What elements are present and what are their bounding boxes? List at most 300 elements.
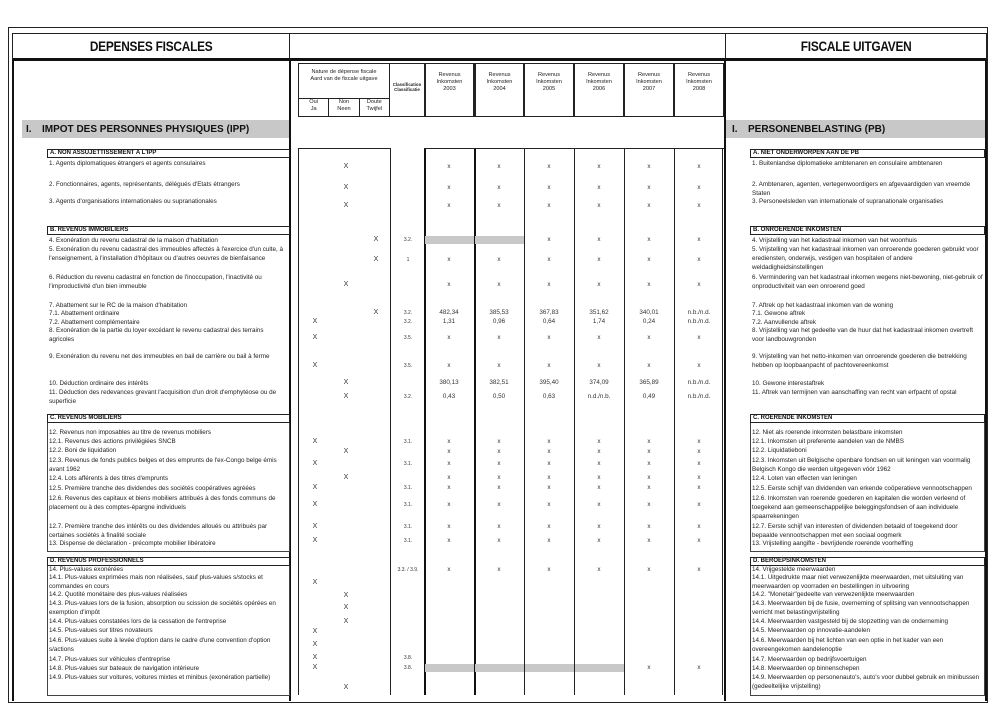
nature-mark-non: X: [343, 184, 349, 191]
value-cell: x: [547, 334, 551, 341]
classification-value: 3.5.: [403, 363, 413, 369]
nature-mark-oui: X: [312, 318, 318, 325]
row-label-fr: 14.4. Plus-values constatées lors de la cessation de l'entreprise: [49, 618, 227, 625]
nature-mark-oui: X: [312, 579, 318, 586]
year-label: 2007: [642, 86, 656, 92]
row-label-fr: 6. Réduction du revenu cadastral en fonction de l'inoccupation, l'inactivité ou l'improductivité d'un bien immeuble: [49, 274, 262, 290]
row-label-fr: 12.2. Boni de liquidation: [49, 447, 117, 454]
value-cell: 380,13: [439, 379, 459, 386]
value-cell: x: [597, 566, 601, 573]
section-title-fr: IMPOT DES PERSONNES PHYSIQUES (IPP): [42, 123, 250, 135]
value-cell: x: [597, 448, 601, 455]
value-cell: 1,74: [592, 318, 606, 325]
value-cell: x: [647, 664, 651, 671]
row-label-nl: 1. Buitenlandse diplomatieke ambtenaren en consulaire ambtenaren: [752, 160, 943, 167]
col-non: [329, 99, 359, 116]
value-cell: x: [597, 163, 601, 170]
value-cell: x: [597, 256, 601, 263]
row-label-fr: 14. Plus-values exonérées: [49, 566, 124, 573]
row-label-nl: 14.5. Meerwaarden op innovatie-aandelen: [752, 627, 870, 634]
nature-mark-oui: X: [312, 334, 318, 341]
revenus-label: Revenus: [438, 72, 461, 78]
value-cell: 1,31: [442, 318, 456, 325]
value-cell: x: [447, 281, 451, 288]
classification-value: 3.2.: [403, 310, 413, 316]
values-box-top: [424, 148, 724, 149]
row-label-fr: 9. Exonération du revenu net des immeubles en bail de carrière ou bail à ferme: [49, 353, 270, 360]
value-cell: 374,09: [589, 379, 609, 386]
value-cell: x: [597, 362, 601, 369]
classification-header: [390, 63, 424, 117]
value-cell: x: [547, 460, 551, 467]
year-label: 2004: [493, 86, 506, 92]
row-label-fr: 12.7. Première tranche des intérêts ou des dividendes alloués ou attribués par certaines sociétés à finalité sociale: [49, 523, 268, 539]
right-panel-divider: [724, 60, 726, 701]
row-label-fr: 1. Agents diplomatiques étrangers et agents consulaires: [49, 160, 206, 167]
value-cell: x: [447, 460, 451, 467]
value-cell: x: [697, 236, 701, 243]
row-label-nl: 14.8. Meerwaarden op binnenschepen: [752, 665, 860, 672]
value-cell: x: [647, 523, 651, 530]
value-cell: 482,34: [439, 309, 459, 316]
year-column-line: [574, 148, 575, 695]
value-cell: x: [597, 523, 601, 530]
row-label-nl: 4. Vrijstelling van het kadastraal inkomen van het woonhuis: [752, 237, 917, 244]
shaded-cell: [425, 664, 474, 672]
year-header: [524, 63, 574, 117]
value-cell: x: [497, 163, 501, 170]
row-label-nl: 12.1. Inkomsten uit preferente aandelen van de NMBS: [752, 438, 904, 445]
row-label-nl: 14.7. Meerwaarden op bedrijfsvoertuigen: [752, 656, 867, 663]
classification-value: 3.3. / 3.9.: [397, 567, 419, 573]
group-header-fr: B. REVENUS IMMOBILIERS: [47, 226, 290, 235]
nature-mark-non: X: [343, 684, 349, 691]
value-cell: x: [647, 460, 651, 467]
row-label-nl: 14.2. "Monetair"gedeelte van verwezenlijkte meerwaarden: [752, 591, 915, 598]
value-cell: x: [547, 484, 551, 491]
value-cell: 385,53: [489, 309, 509, 316]
nature-header: [298, 63, 390, 117]
class-nl: Classificatie: [394, 87, 420, 92]
classification-value: 1: [406, 257, 410, 263]
oui-label: Oui: [309, 99, 319, 105]
row-label-nl: 14.3. Meerwaarden bij de fusie, overneming of splitsing van vennootschappen verricht met belastingvrijstelling: [752, 600, 970, 616]
value-cell: x: [497, 537, 501, 544]
row-label-nl: 14. Vrijgestelde meerwaarden: [752, 566, 836, 573]
nature-mark-oui: X: [312, 523, 318, 530]
row-label-fr: 12. Revenus non imposables au titre de revenus mobiliers: [49, 429, 212, 436]
year-header: [624, 63, 674, 117]
value-cell: x: [447, 501, 451, 508]
value-cell: x: [597, 236, 601, 243]
right-title: FISCALE UITGAVEN: [800, 38, 912, 54]
section-roman-fr: I.: [26, 123, 32, 135]
row-label-nl: 14.9. Meerwaarden op personenauto's, auto's voor dubbel gebruik en minibussen (gedeeltelijke vrijstelling): [752, 674, 980, 690]
value-cell: x: [497, 484, 501, 491]
value-cell: x: [547, 566, 551, 573]
nature-column-line: [298, 148, 299, 695]
row-label-nl: 12.3. Inkomsten uit Belgische openbare fondsen en uit leningen van voormalig Belgisch Kongo die werden uitgegeven vóór 1962: [752, 457, 971, 473]
right-panel-edge: [985, 60, 987, 701]
value-cell: 351,62: [589, 309, 609, 316]
value-cell: 395,40: [539, 379, 559, 386]
row-label-nl: 3. Personeelsleden van internationale of supranationale organisaties: [752, 198, 944, 205]
nature-mark-non: X: [343, 448, 349, 455]
row-label-nl: 7. Aftrek op het kadastraal inkomen van de woning: [752, 302, 894, 309]
value-cell: x: [597, 202, 601, 209]
value-cell: n.b./n.d.: [687, 379, 711, 386]
value-cell: x: [547, 474, 551, 481]
group-header-nl: C. ROERENDE INKOMSTEN: [750, 414, 985, 423]
value-cell: x: [647, 202, 651, 209]
value-cell: x: [647, 501, 651, 508]
nature-mark-oui: X: [312, 362, 318, 369]
section-bar-nl: [726, 120, 985, 138]
group-header-nl: B. ONROERENDE INKOMSTEN: [750, 226, 985, 235]
left-title: DEPENSES FISCALES: [89, 38, 213, 54]
row-label-fr: 14.1. Plus-values exprimées mais non réalisées, sauf plus-values s/stocks et commandes en cours: [49, 574, 263, 590]
value-cell: x: [697, 256, 701, 263]
row-label-nl: 13. Vrijstelling aangifte - bevrijdende roerende voorheffing: [752, 540, 914, 547]
row-label-fr: 5. Exonération du revenu cadastral des immeubles affectés à l'exercice d'un culte, à l'enseignement, à l'installation d'hôpitaux ou d'autres oeuvres de bienfaisance: [49, 246, 284, 262]
nature-mark-non: X: [343, 379, 349, 386]
value-cell: x: [497, 202, 501, 209]
row-label-fr: 7.1. Abattement ordinaire: [49, 310, 120, 317]
inkomsten-label: Inkomsten: [586, 79, 612, 85]
value-cell: x: [697, 523, 701, 530]
value-cell: x: [647, 236, 651, 243]
row-label-nl: 12.2. Liquidatieboni: [752, 447, 807, 454]
value-cell: n.b./n.d.: [687, 318, 711, 325]
value-cell: x: [647, 484, 651, 491]
row-label-fr: 12.5. Première tranche des dividendes des sociétés coopératives agréées: [49, 485, 256, 492]
inkomsten-label: Inkomsten: [436, 79, 463, 85]
row-label-nl: 12.5. Eerste schijf van dividenden van erkende coöperatieve vennootschappen: [752, 485, 972, 492]
value-cell: 0,96: [492, 318, 506, 325]
value-cell: x: [697, 484, 701, 491]
classification-value: 3.1.: [403, 439, 413, 445]
value-cell: x: [597, 474, 601, 481]
row-label-nl: 2. Ambtenaren, agenten, vertegenwoordigers en afgevaardigden van vreemde Staten: [752, 181, 971, 197]
group-header-fr: C. REVENUS MOBILIERS: [47, 414, 290, 423]
row-label-fr: 12.4. Lots afférents à des titres d'emprunts: [49, 475, 169, 482]
value-cell: 0,63: [542, 393, 556, 400]
row-label-nl: 5. Vrijstelling van het kadastraal inkomen van onroerende goederen gebruikt voor erediensten, onderwijs, vestigen van hospitalen of andere weldadigheidsinstellingen: [752, 246, 979, 271]
row-label-fr: 14.7. Plus-values sur véhicules d'entreprise: [49, 656, 171, 663]
row-label-nl: 14.4. Meerwaarden vastgesteld bij de stopzetting van de onderneming: [752, 618, 949, 625]
row-label-fr: 4. Exonération du revenu cadastral de la maison d'habitation: [49, 237, 218, 244]
value-cell: x: [497, 448, 501, 455]
value-cell: x: [547, 163, 551, 170]
ja-label: Ja: [310, 106, 317, 112]
value-cell: x: [597, 484, 601, 491]
revenus-label: Revenus: [537, 72, 561, 78]
value-cell: x: [497, 256, 501, 263]
year-label: 2003: [443, 86, 456, 92]
nature-mark-doute: X: [373, 309, 379, 316]
value-cell: n.d./n.b.: [587, 393, 611, 400]
nature-mark-oui: X: [312, 641, 318, 648]
value-cell: x: [697, 362, 701, 369]
row-label-fr: 14.8. Plus-values sur bateaux de navigation intérieure: [49, 665, 200, 672]
value-cell: x: [647, 281, 651, 288]
row-label-nl: 8. Vrijstelling van het gedeelte van de huur dat het kadastraal inkomen overtreft voor landbouwgronden: [752, 327, 973, 343]
value-cell: x: [647, 362, 651, 369]
value-cell: x: [597, 281, 601, 288]
value-cell: x: [497, 281, 501, 288]
nature-mark-non: X: [343, 281, 349, 288]
col-oui: [299, 99, 329, 116]
value-cell: x: [547, 501, 551, 508]
value-cell: x: [597, 438, 601, 445]
value-cell: x: [697, 474, 701, 481]
doute-label: Doute: [366, 99, 382, 105]
value-cell: x: [497, 460, 501, 467]
row-label-fr: 8. Exonération de la partie du loyer excédant le revenu cadastral des terrains agricoles: [49, 327, 264, 343]
value-cell: x: [497, 523, 501, 530]
value-cell: x: [647, 566, 651, 573]
value-cell: x: [497, 184, 501, 191]
year-label: 2008: [692, 86, 706, 92]
value-cell: x: [547, 202, 551, 209]
row-label-fr: 14.3. Plus-values lors de la fusion, absorption ou scission de sociétés opérées en exemption d'impôt: [49, 600, 276, 616]
value-cell: x: [697, 334, 701, 341]
classification-value: 3.1.: [403, 485, 413, 491]
middle-title-box: [289, 33, 726, 61]
nature-mark-non: X: [343, 202, 349, 209]
nature-column-line: [390, 148, 391, 695]
nature-mark-oui: X: [312, 628, 318, 635]
row-label-nl: 12.6. Inkomsten van roerende goederen en kapitalen die worden verleend of toegekend aan gemeenschappelijke beleggingsfondsen of aan individuele spaarrekeningen: [752, 495, 966, 520]
value-cell: x: [547, 362, 551, 369]
nature-mark-doute: X: [373, 256, 379, 263]
value-cell: x: [547, 184, 551, 191]
value-cell: x: [547, 537, 551, 544]
section-title-nl: PERSONENBELASTING (PB): [748, 123, 886, 135]
value-cell: x: [447, 566, 451, 573]
year-column-line: [424, 148, 426, 695]
row-label-nl: 12. Niet als roerende inkomsten belastbare inkomsten: [752, 429, 903, 436]
value-cell: x: [697, 163, 701, 170]
right-title-box: [725, 33, 987, 61]
nature-mark-oui: X: [312, 484, 318, 491]
value-cell: x: [497, 334, 501, 341]
value-cell: x: [447, 474, 451, 481]
nature-mark-oui: X: [312, 537, 318, 544]
inkomsten-label: Inkomsten: [486, 79, 513, 85]
shaded-cell: [525, 664, 574, 672]
left-panel-edge: [12, 60, 14, 701]
nature-nl: Aard van de fiscale uitgave: [310, 76, 378, 82]
classification-value: 3.8.: [403, 665, 413, 671]
classification-value: 3.1.: [403, 461, 413, 467]
value-cell: x: [447, 256, 451, 263]
group-header-nl: A. NIET ONDERWORPEN AAN DE PB: [750, 149, 985, 158]
row-label-fr: 7.2. Abattement complémentaire: [49, 319, 140, 326]
revenus-label: Revenus: [587, 72, 611, 78]
value-cell: x: [547, 448, 551, 455]
classification-value: 3.2.: [403, 319, 413, 325]
value-cell: x: [697, 281, 701, 288]
year-column-line: [722, 148, 723, 695]
nature-mark-oui: X: [312, 664, 318, 671]
row-label-nl: 14.6. Meerwaarden bij het lichten van een optie in het kader van een overeengekomen aandelenoptie: [752, 637, 944, 653]
value-cell: x: [447, 334, 451, 341]
value-cell: x: [447, 537, 451, 544]
row-label-fr: 2. Fonctionnaires, agents, représentants, délégués d'Etats étrangers: [49, 181, 240, 188]
row-label-fr: 14.9. Plus-values sur voitures, voitures mixtes et minibus (exonération partielle): [49, 674, 271, 681]
value-cell: x: [647, 474, 651, 481]
year-header: [474, 63, 524, 117]
value-cell: 0,43: [442, 393, 456, 400]
col-doute: [360, 99, 389, 116]
value-cell: x: [697, 537, 701, 544]
value-cell: x: [647, 334, 651, 341]
value-cell: x: [597, 184, 601, 191]
classification-value: 3.1.: [403, 538, 413, 544]
classification-value: 3.8.: [403, 655, 413, 661]
value-cell: x: [647, 448, 651, 455]
value-cell: x: [697, 501, 701, 508]
shaded-cell: [475, 664, 524, 672]
value-cell: x: [497, 501, 501, 508]
left-title-box: [12, 33, 290, 61]
group-header-fr: A. NON ASSUJETTISSEMENT A L'IPP: [47, 149, 290, 158]
value-cell: x: [547, 438, 551, 445]
neen-label: Neen: [337, 106, 351, 112]
shaded-cell: [575, 664, 624, 672]
revenus-label: Revenus: [637, 72, 661, 78]
row-label-nl: 7.2. Aanvullende aftrek: [752, 319, 817, 326]
value-cell: 367,83: [539, 309, 559, 316]
revenus-label: Revenus: [488, 72, 511, 78]
value-cell: x: [447, 438, 451, 445]
value-cell: x: [647, 163, 651, 170]
row-label-fr: 12.1. Revenus des actions privilégiées SNCB: [49, 438, 176, 445]
value-cell: x: [447, 163, 451, 170]
value-cell: 0,24: [642, 318, 656, 325]
value-cell: 0,64: [542, 318, 556, 325]
row-label-fr: 12.6. Revenus des capitaux et biens mobiliers attribués à des fonds communs de placement ou à des comptes-épargne individuels: [49, 495, 276, 511]
row-label-nl: 14.1. Uitgedrukte maar niet verwezenlijkte meerwaarden, met uitsluiting van meerwaarden op voorraden en bestellingen in uitvoering: [752, 574, 964, 590]
classification-value: 3.1.: [403, 524, 413, 530]
value-cell: x: [447, 362, 451, 369]
value-cell: x: [547, 236, 551, 243]
nature-mark-doute: X: [373, 236, 379, 243]
row-label-fr: 7. Abattement sur le RC de la maison d'habitation: [49, 302, 188, 309]
value-cell: 382,51: [489, 379, 509, 386]
nature-mark-non: X: [343, 163, 349, 170]
inkomsten-label: Inkomsten: [636, 79, 662, 85]
row-label-fr: 13. Dispense de déclaration - précompte mobilier libératoire: [49, 540, 216, 547]
classification-value: 3.1.: [403, 502, 413, 508]
value-cell: x: [647, 256, 651, 263]
value-cell: x: [597, 501, 601, 508]
group-header-fr: D. REVENUS PROFESSIONNELS: [47, 557, 290, 566]
row-label-nl: 12.7. Eerste schijf van interesten of dividenden betaald of toegekend door bepaalde vennootschappen met een sociaal oogmerk: [752, 523, 958, 539]
row-label-nl: 6. Vermindering van het kadastraal inkomen wegens niet-bewoning, niet-gebruik of onproductiviteit van een onroerend goed: [752, 274, 983, 290]
value-cell: x: [547, 256, 551, 263]
year-header: [424, 63, 474, 117]
row-label-nl: 10. Gewone interestaftrek: [752, 380, 825, 387]
value-cell: x: [647, 537, 651, 544]
section-bar-fr: [22, 120, 289, 138]
year-column-line: [474, 148, 476, 695]
value-cell: x: [547, 523, 551, 530]
nature-mark-oui: X: [312, 460, 318, 467]
value-cell: x: [447, 484, 451, 491]
value-cell: x: [497, 474, 501, 481]
nature-mark-non: X: [343, 618, 349, 625]
nature-mark-non: X: [343, 604, 349, 611]
year-label: 2005: [542, 86, 556, 92]
value-cell: 0,49: [642, 393, 656, 400]
value-cell: x: [497, 362, 501, 369]
nature-mark-oui: X: [312, 654, 318, 661]
classification-value: 3.2.: [403, 237, 413, 243]
shaded-cell: [475, 236, 524, 244]
value-cell: x: [647, 184, 651, 191]
value-cell: 365,89: [639, 379, 659, 386]
value-cell: x: [697, 664, 701, 671]
year-label: 2006: [592, 86, 606, 92]
value-cell: x: [447, 184, 451, 191]
value-cell: 340,01: [639, 309, 659, 316]
value-cell: x: [697, 202, 701, 209]
year-column-line: [624, 148, 625, 695]
year-header: [674, 63, 724, 117]
row-label-nl: 11. Aftrek van termijnen van aanschaffing van recht van erfpacht of opstal: [752, 389, 957, 396]
shaded-cell: [425, 236, 474, 244]
nature-mark-oui: X: [312, 501, 318, 508]
row-label-fr: 3. Agents d'organisations internationales ou supranationales: [49, 198, 217, 205]
value-cell: x: [597, 334, 601, 341]
row-label-fr: 14.2. Quotité monétaire des plus-values réalisées: [49, 591, 188, 598]
year-column-line: [524, 148, 525, 695]
revenus-label: Revenus: [687, 72, 711, 78]
classification-value: 3.2.: [403, 394, 413, 400]
value-cell: x: [697, 184, 701, 191]
value-cell: x: [497, 566, 501, 573]
nature-fr: Nature de dépense fiscale: [311, 69, 377, 75]
row-label-nl: 12.4. Loten van effecten van leningen: [752, 475, 857, 482]
classification-value: 3.5.: [403, 335, 413, 341]
inkomsten-label: Inkomsten: [536, 79, 562, 85]
nature-mark-oui: X: [312, 438, 318, 445]
row-label-nl: 7.1. Gewone aftrek: [752, 310, 806, 317]
value-cell: x: [647, 438, 651, 445]
inkomsten-label: Inkomsten: [686, 79, 712, 85]
value-cell: x: [697, 566, 701, 573]
row-label-fr: 14.5. Plus-values sur titres novateurs: [49, 627, 153, 634]
class-fr: Classification: [392, 82, 422, 87]
row-label-nl: 9. Vrijstelling van het netto-inkomen van onroerende goederen die betrekking hebben op loopbaanpacht of pachtovereenkomst: [752, 353, 967, 369]
non-label: Non: [338, 99, 350, 105]
value-cell: x: [597, 460, 601, 467]
value-cell: x: [697, 438, 701, 445]
row-label-fr: 11. Déduction des redevances grevant l'acquisition d'un droit d'emphytéose ou de superficie: [49, 389, 277, 405]
group-header-nl: D. BEROEPSINKOMSTEN: [750, 557, 985, 566]
value-cell: x: [447, 448, 451, 455]
value-cell: x: [597, 537, 601, 544]
value-cell: n.b./n.d.: [687, 309, 711, 316]
twijfel-label: Twijfel: [366, 106, 383, 112]
nature-box-top: [298, 148, 391, 149]
nature-mark-non: X: [343, 592, 349, 599]
nature-mark-non: X: [343, 393, 349, 400]
nature-mark-non: X: [343, 474, 349, 481]
year-column-line: [674, 148, 675, 695]
